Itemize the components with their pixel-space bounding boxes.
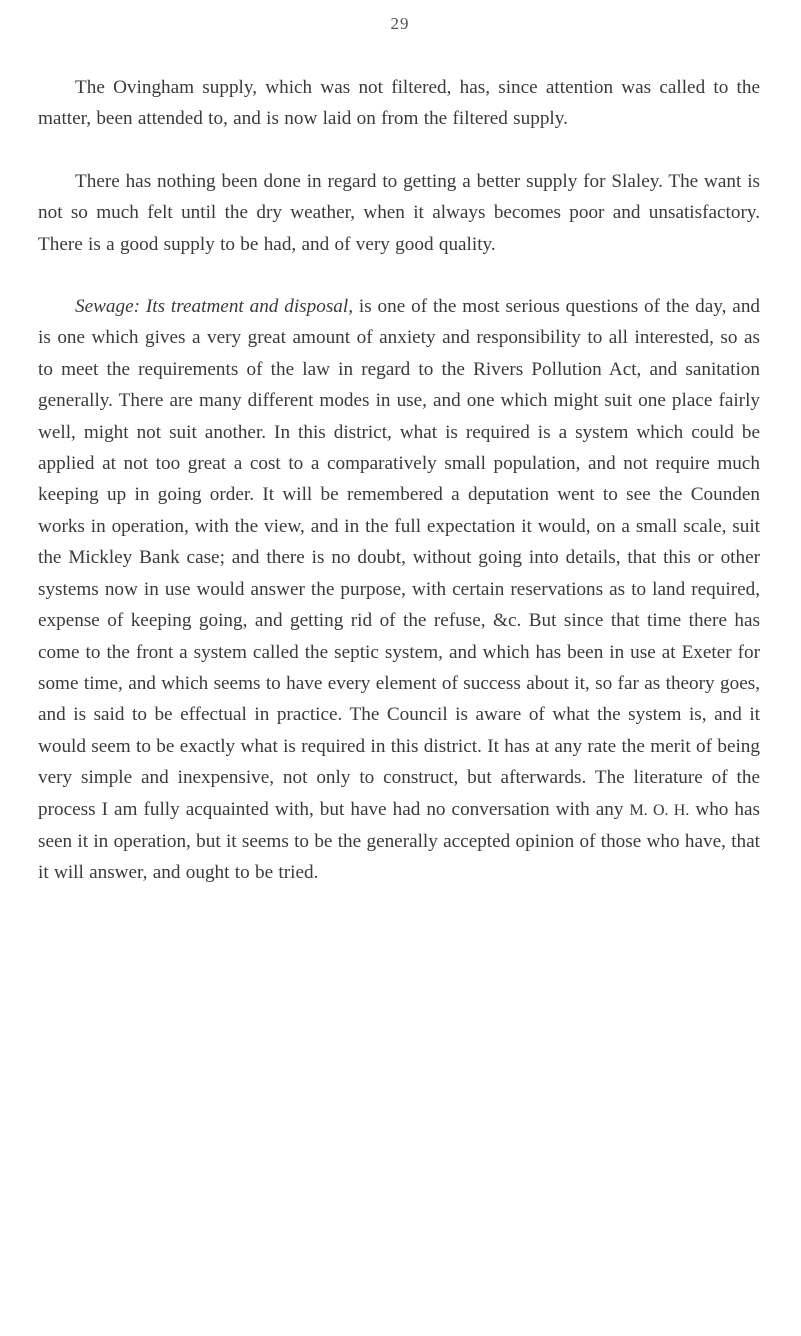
paragraph-ovingham-supply: The Ovingham supply, which was not filtered, has, since attention was called to the matter, been attended to, and is now laid on from the filtered supply. [38,77,760,130]
sewage-text: is one of the most serious questions of the day, and is one which gives a very great amount of anxiety and responsibility to all interested, so as to meet the requirements of the law in regard to the Rivers Pollution Act, and sanitation generally. There are many different modes in use, and one which might suit one place fairly well, might not suit another. In this district, what is required is a system which could be applied at not too great a cost to a comparatively small population, and not require much keeping up in going order. It will be remembered a deputation went to see the Counden works in operation, with the view, and in the full expectation it would, on a small scale, suit the Mickley Bank case; and there is no doubt, without going into details, that this or other systems now in use would answer the purpose, with certain reservations as to land required, expense of keeping going, and getting rid of the refuse, &c. But since that time there has come to the front a system called the septic system, and which has been in use at Exeter for some time, and which seems to have every element of success about it, so far as theory goes, and is said to be effectual in practice. The Council is aware of what the system is, and it would seem to be exactly what is required in this district. It has at any rate the merit of being very simple and inexpensive, not only to construct, but afterwards. The literature of the process I am fully acquainted with, but have had no conversation with any [38,296,761,820]
paragraph-slaley-supply: There has nothing been done in regard to getting a better supply for Slaley. The want is not so much felt until the dry weather, when it always becomes poor and unsatisfactory. There is a good supply to be had, and of very good quality. [38,170,760,255]
moh-abbreviation: M. O. H. [629,801,690,819]
paragraph-sewage [38,291,760,889]
sewage-heading: Sewage: Its treatment and disposal, [75,296,354,318]
sewage-text-end: who has seen it in operation, but it seems to be the generally accepted opinion of those who have, that it will answer, and ought to be tried. [38,798,761,884]
body-text [38,72,760,920]
page-number: 29 [390,14,410,33]
